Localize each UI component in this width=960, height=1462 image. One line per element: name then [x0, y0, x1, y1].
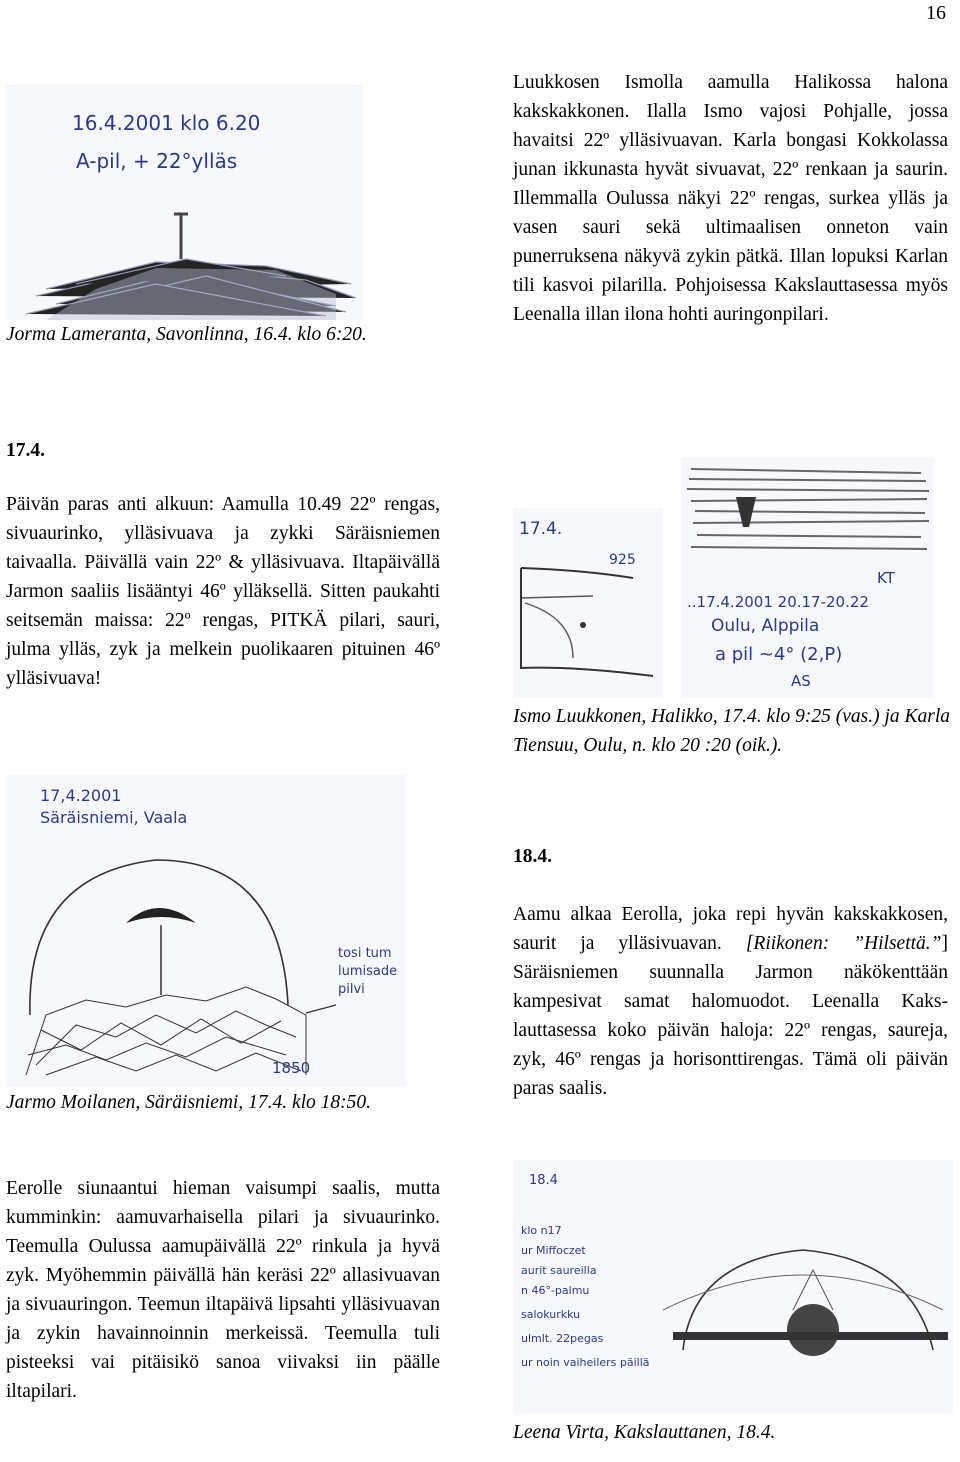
sketch-jarmo-line2: Säräisniemi, Vaala — [40, 808, 188, 827]
paragraph-18-4 — [513, 900, 948, 1103]
sketch-leena-l2: ur Miffoczet — [521, 1244, 586, 1257]
sketch-leena-date: 18.4 — [529, 1173, 558, 1188]
caption-leena: Leena Virta, Kakslauttanen, 18.4. — [513, 1422, 776, 1443]
sketch-jorma-lameranta — [6, 84, 363, 320]
sketch-leena-l6: ulmlt. 22pegas — [521, 1332, 604, 1345]
sketch-karla-tiensuu — [681, 457, 934, 698]
paragraph-eero: Eerolle siunaantui hieman vaisumpi saalis, mutta kumminkin: aamuvarhaisella pilari ja sivuaurinko. Teemulla Oulussa aamupäivällä 22º rinkula ja hyvä zyk. Myöhemmin päivällä hän keräsi 22º allasivuavan ja sivuauringon. Teemun iltapäivä lipsahti ylläsivuavan ja zykin havainnoinnin merkeissä. Teemulla tuli pisteeksi vai pitäisikö sanoa viivaksi iin päälle iltapilari. — [6, 1178, 440, 1402]
sketch-karla-line4: AS — [791, 672, 811, 690]
halo-arc — [30, 860, 288, 1015]
sketch-leena-l1: klo n17 — [521, 1224, 562, 1237]
paragraph-18-4-end: ] Säräisniemen suunnalla Jarmon näkökenttään kampesivat samat halomuodot. Leenalla Kaks-lauttasessa koko päivän haloja: 22º rengas, saureja, zyk, 46º rengas ja horisonttirengas. Tämä oli päivän paras saalis. — [513, 933, 949, 1099]
paragraph-18-4-start: Aamu alkaa Eerolla, joka repi hyvän kakskakkosen, saurit ja ylläsivuavan. — [513, 904, 948, 954]
upper-tangent-arc — [126, 908, 196, 923]
caption-ismo-karla: Ismo Luukkonen, Halikko, 17.4. klo 9:25 (vas.) ja Karla Tiensuu, Oulu, n. klo 20 :20 (oik.). — [513, 706, 951, 756]
heading-18-4: 18.4. — [513, 846, 552, 867]
sketch-jarmo-note2: lumisade — [338, 964, 398, 979]
sketch-jarmo-note3: pilvi — [338, 982, 365, 997]
paragraph-17-4-main: Päivän paras anti alkuun: Aamulla 10.49 22º rengas, sivuaurinko, ylläsivuava ja zykki Säräisniemen taivaalla. Päivällä vain 22º & ylläsivuava. Iltapäivällä Jarmon saaliis lisääntyi 46º ylläksellä. Sitten paukahti seitsemän maissa: 22º rengas, PITKÄ pilari, sauri, julma ylläs, zyk ja melkein puolikaaren pituinen 46º ylläsivuava! — [6, 494, 440, 689]
sketch-karla-initials: KT — [877, 569, 895, 587]
sun-mark — [787, 1304, 839, 1356]
pillar-mark — [174, 214, 188, 259]
sketch-jorma-line1: 16.4.2001 klo 6.20 — [72, 111, 261, 135]
sketch-ismo-luukkonen — [513, 508, 663, 698]
sketch-leena-l3: aurit saureilla — [521, 1264, 597, 1277]
sketch-leena-l4: n 46°-palmu — [521, 1284, 590, 1297]
sketch-leena-l5: salokurkku — [521, 1308, 581, 1321]
sketch-jarmo-moilanen — [6, 775, 406, 1087]
sketch-ismo-time: 925 — [609, 552, 636, 568]
sketch-karla-line3: a pil ~4° (2,P) — [715, 644, 843, 665]
sketch-karla-line2: Oulu, Alppila — [711, 616, 820, 636]
caption-jorma: Jorma Lameranta, Savonlinna, 16.4. klo 6:20. — [6, 324, 367, 345]
sketch-jarmo-time: 1850 — [272, 1059, 311, 1077]
sketch-karla-line1: ..17.4.2001 20.17-20.22 — [687, 593, 869, 611]
sketch-ismo-date: 17.4. — [519, 519, 563, 539]
paragraph-18-4-riikonen: [Riikonen: ”Hilsettä.” — [745, 933, 942, 954]
sketch-jarmo-line1: 17,4.2001 — [40, 786, 122, 805]
sketch-leena-virta — [513, 1160, 953, 1413]
caption-jarmo: Jarmo Moilanen, Säräisniemi, 17.4. klo 18:50. — [6, 1092, 372, 1113]
sketch-jorma-line2: A-pil, + 22°ylläs — [76, 149, 238, 173]
paragraph-luukkonen: Luukkosen Ismolla aamulla Halikossa halona kakskakkonen. Ilalla Ismo vajosi Pohjalle, jossa havaitsi 22º ylläsivuavan. Karla bongasi Kokkolassa junan ikkunasta hyvät sivuavat, 22º renkaan ja saurin. Illemmalla Oulussa näkyi 22º rengas, surkea ylläs ja vasen sauri sekä ultimaalisen onneton vain punerruksena näkyvä zykin pätkä. Illan lopuksi Karlan tili kasvoi pilarilla. Pohjoisessa Kakslauttasessa myös Leenalla illan ilona hohti auringonpilari. — [513, 72, 948, 325]
page-number: 16 — [926, 2, 946, 24]
sketch-leena-l7: ur noin vaiheilers päillä — [521, 1356, 650, 1369]
sketch-jarmo-note1: tosi tum — [338, 946, 392, 961]
heading-17-4: 17.4. — [6, 440, 45, 461]
